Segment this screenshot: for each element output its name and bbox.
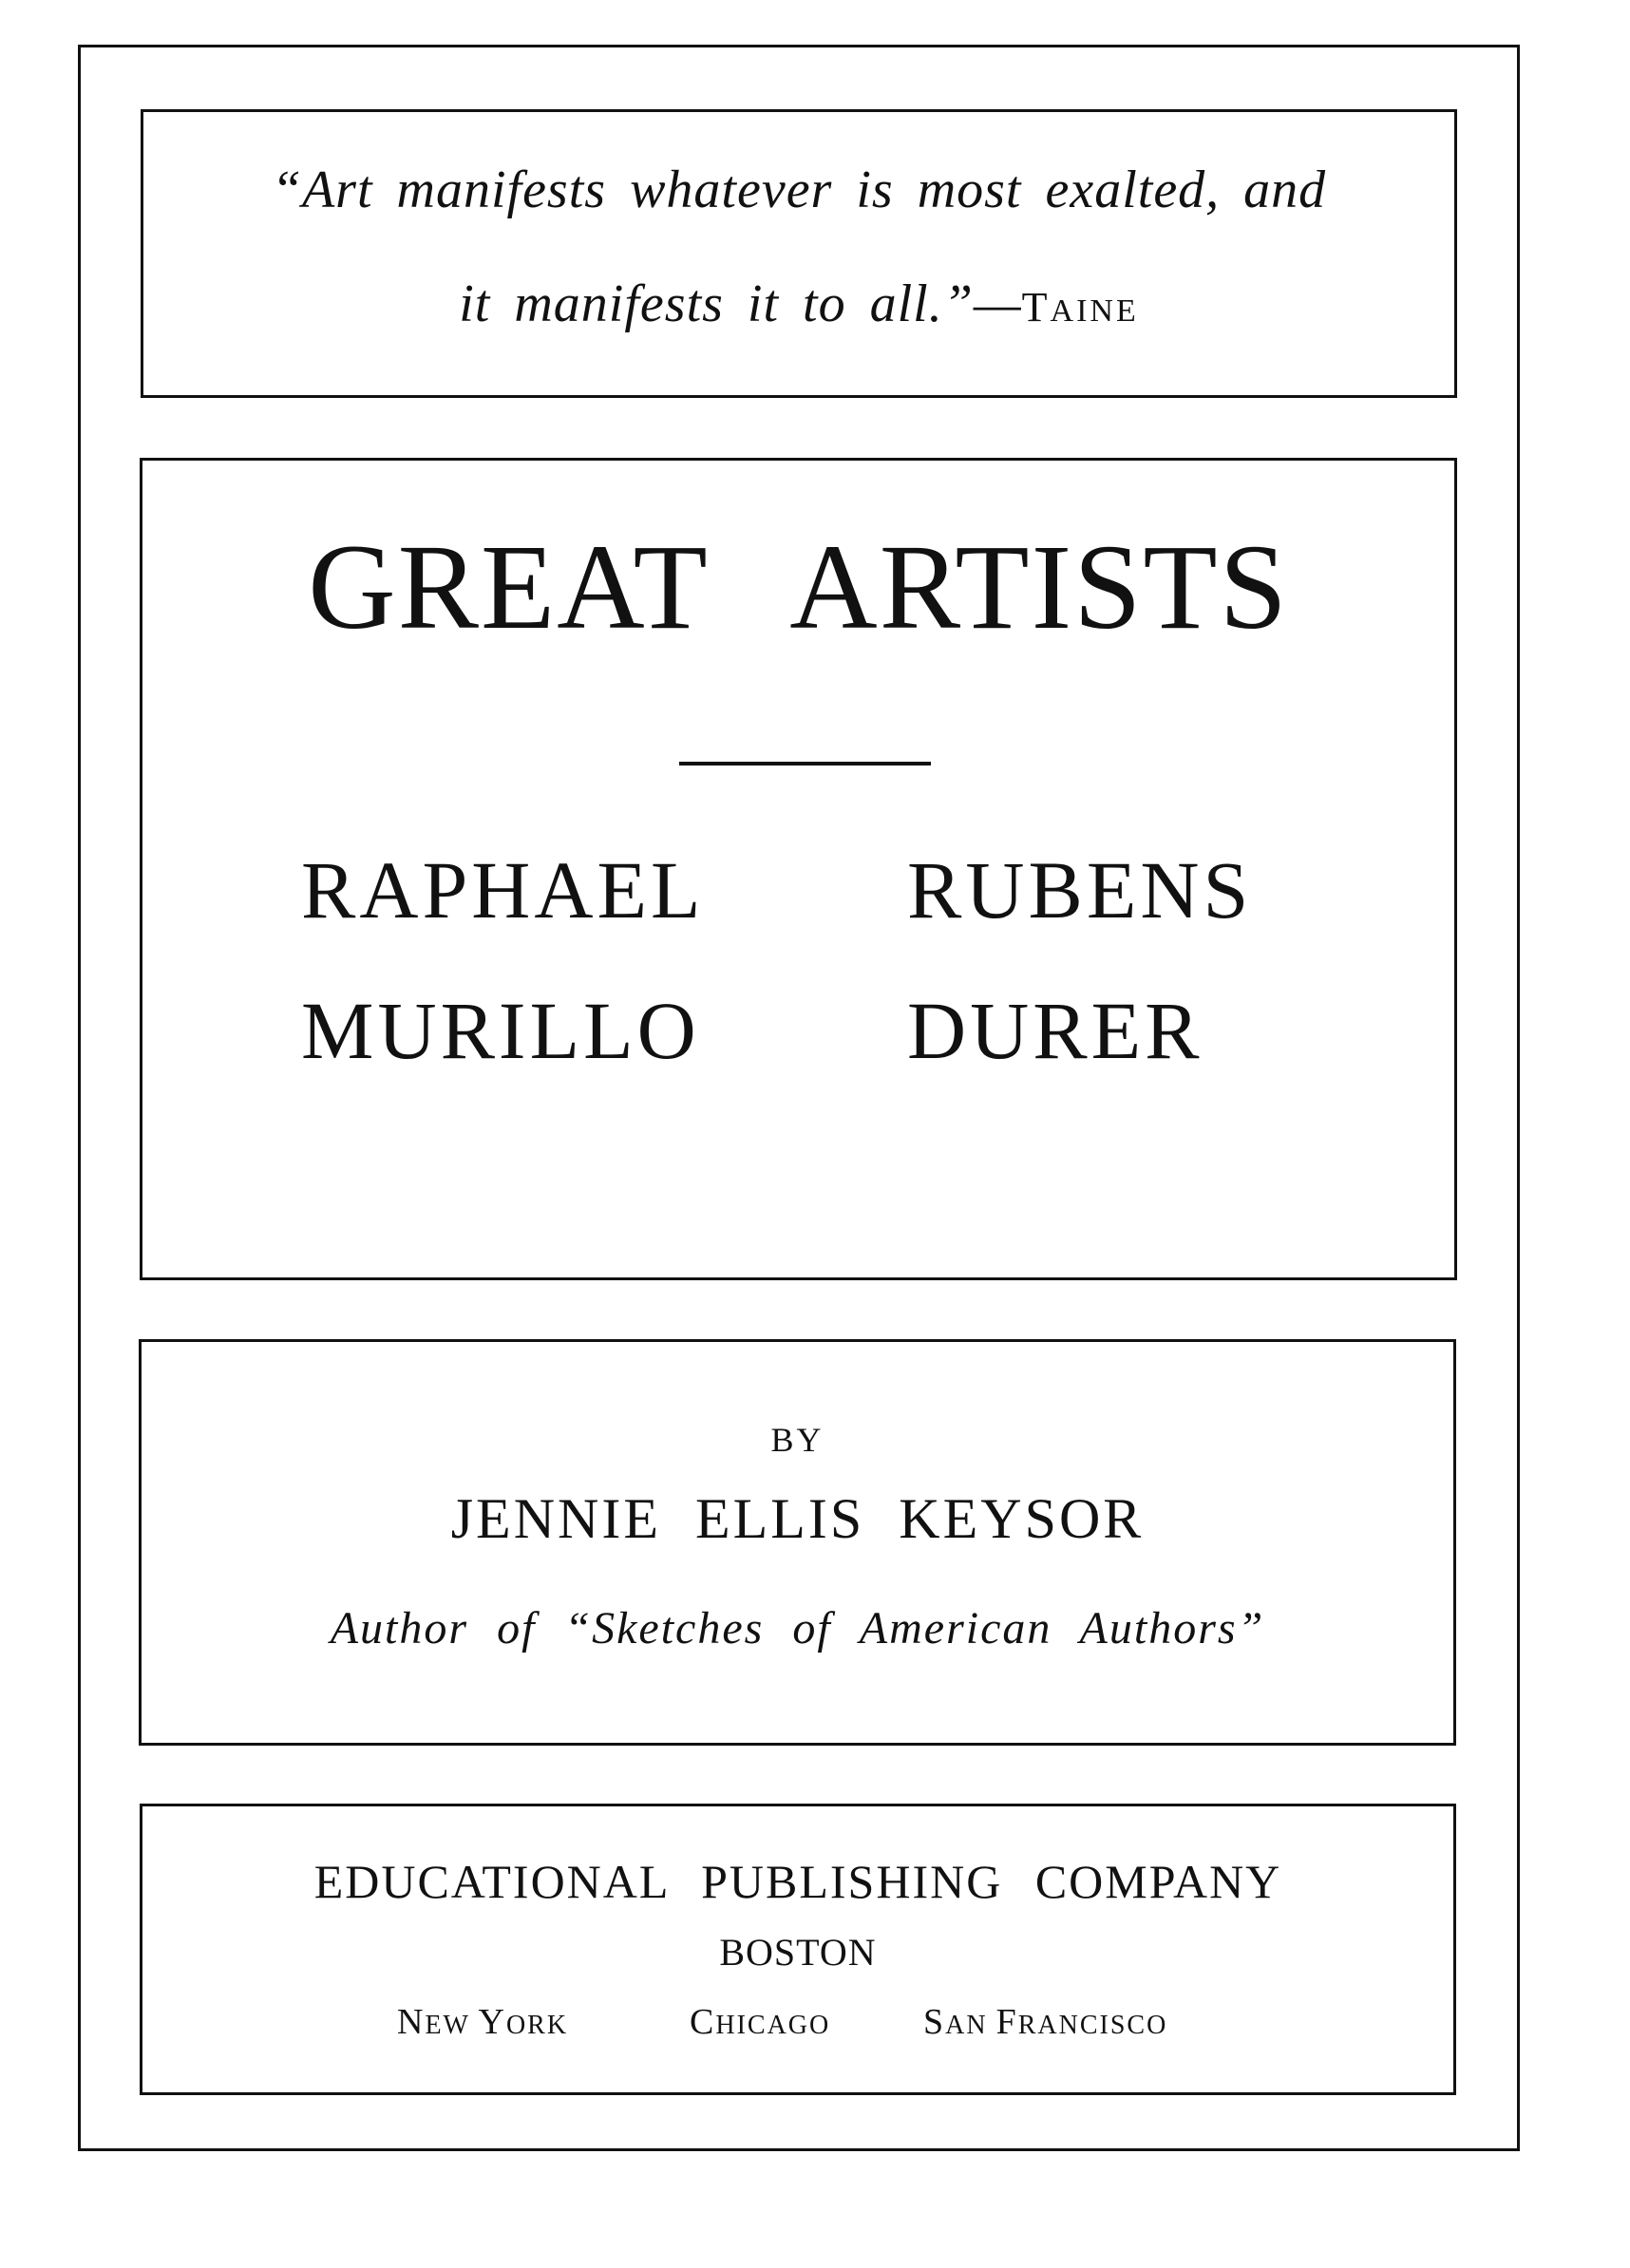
author-name: JENNIE ELLIS KEYSOR: [450, 1487, 1145, 1550]
epigraph-attribution-initial: T: [1021, 284, 1051, 331]
city-chicago: [690, 2001, 830, 2043]
publisher-box: [140, 1804, 1456, 2095]
city-rest: EW: [425, 2011, 479, 2040]
artist-name: RUBENS: [907, 844, 1253, 936]
city-rest: ORK: [505, 2011, 569, 2040]
epigraph-line-2-text: it manifests it to all.”—: [459, 274, 1022, 333]
epigraph-line-2: [143, 274, 1454, 334]
book-title: GREAT ARTISTS: [308, 520, 1289, 654]
city-san-francisco: [923, 2001, 1167, 2043]
city-initial: N: [397, 2002, 426, 2042]
city-initial: Y: [478, 2002, 506, 2042]
publisher-city: BOSTON: [719, 1931, 877, 1974]
city-rest: HICAGO: [715, 2011, 831, 2040]
title-box: [140, 458, 1457, 1280]
author-box: [139, 1339, 1456, 1746]
by-label: BY: [770, 1421, 824, 1459]
city-new-york: [397, 2001, 568, 2043]
city-initial: S: [923, 2002, 946, 2042]
city-initial: F: [995, 2002, 1018, 2042]
city-rest: RANCISCO: [1017, 2011, 1168, 2040]
artist-name: RAPHAEL: [301, 844, 705, 936]
artist-name: MURILLO: [301, 985, 700, 1076]
author-credit: Author of “Sketches of American Authors”: [330, 1603, 1265, 1654]
title-divider: [679, 762, 931, 765]
epigraph-attribution-rest: AINE: [1050, 293, 1139, 329]
publisher-name: EDUCATIONAL PUBLISHING COMPANY: [313, 1855, 1282, 1908]
epigraph-box: [141, 109, 1457, 398]
city-rest: AN: [945, 2011, 996, 2040]
artist-name: DURER: [907, 985, 1204, 1076]
epigraph-line-1: “Art manifests whatever is most exalted, and: [271, 161, 1327, 219]
city-initial: C: [690, 2002, 716, 2042]
